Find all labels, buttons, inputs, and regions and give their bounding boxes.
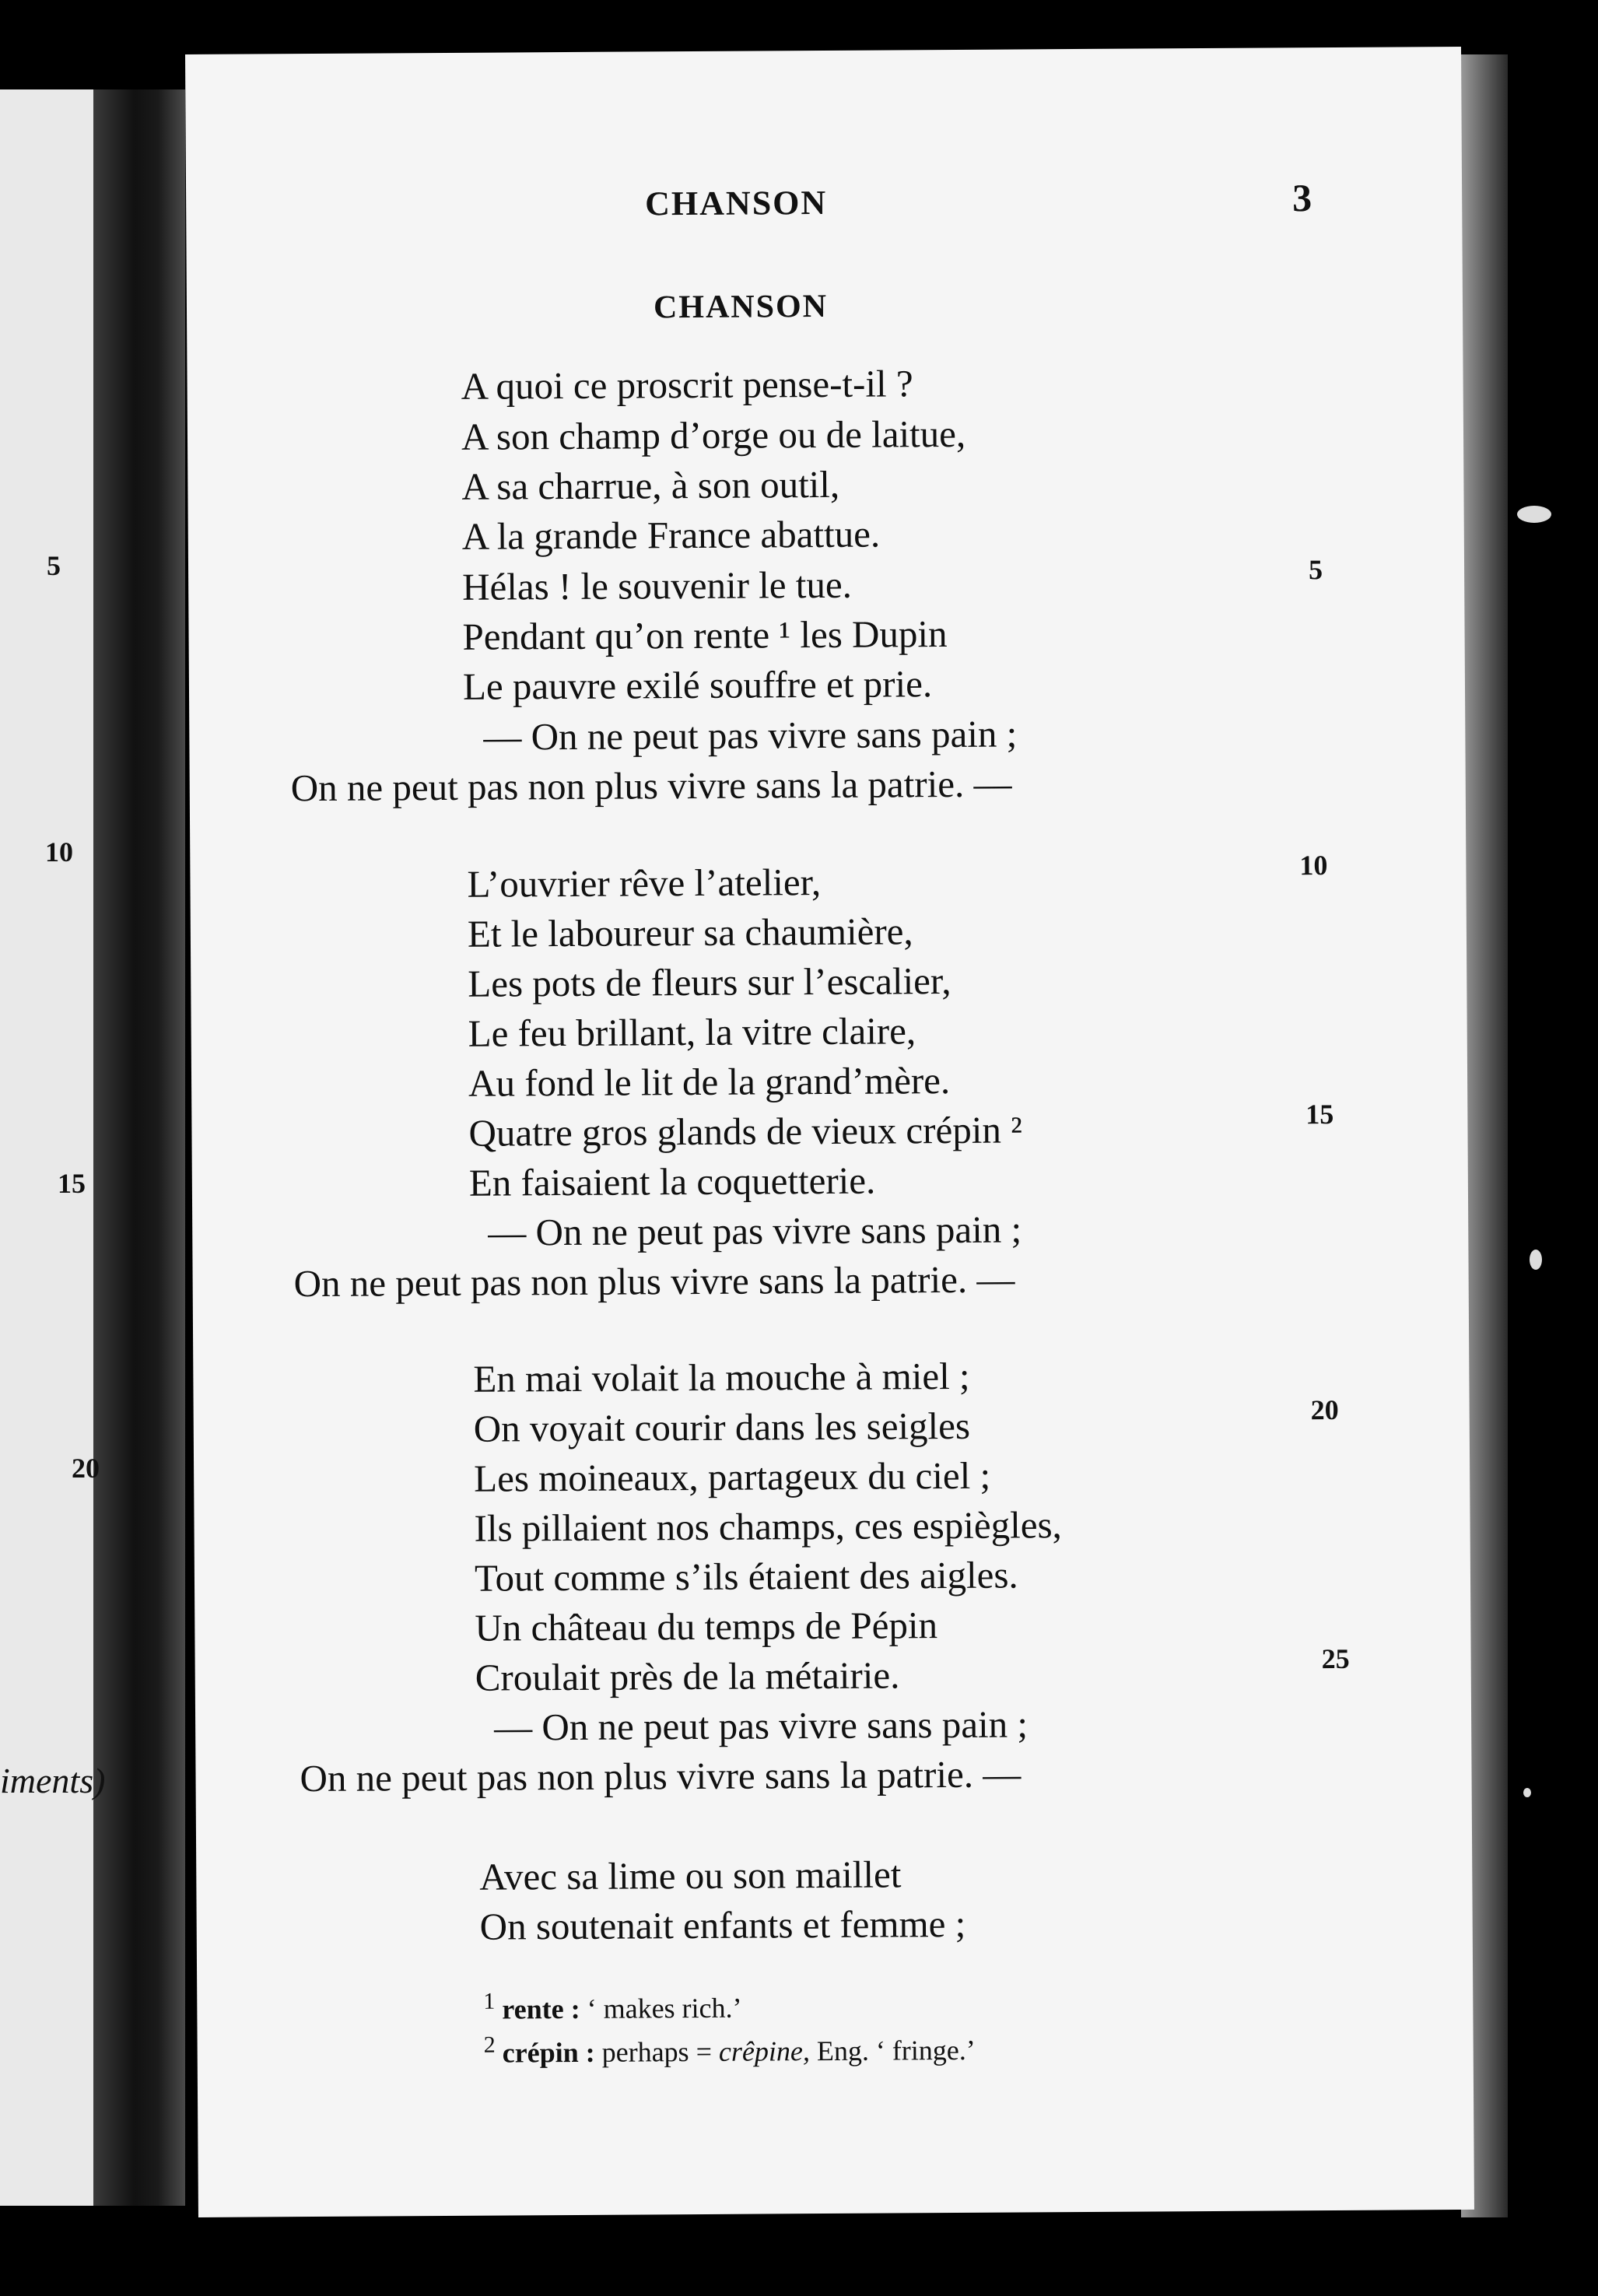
left-line-number: 10 (45, 836, 73, 868)
verse-line: On ne peut pas non plus vivre sans la patrie. — (300, 1752, 1022, 1800)
verse-line: On soutenait enfants et femme ; (479, 1902, 966, 1948)
footnote-gloss-suffix: Eng. ‘ fringe.’ (809, 2034, 976, 2067)
line-number: 25 (1321, 1642, 1350, 1675)
verse-line: — On ne peut pas vivre sans pain ; (488, 1208, 1022, 1254)
scan-speck (1530, 1250, 1542, 1270)
line-number: 5 (1308, 554, 1323, 586)
footnote (484, 2029, 976, 2070)
verse-line: Les moineaux, partageux du ciel ; (474, 1453, 991, 1500)
scan-speck (1523, 1788, 1531, 1797)
footnote-mark: 1 (483, 1988, 496, 2014)
verse-line: Un château du temps de Pépin (475, 1604, 938, 1649)
verse-line: Le pauvre exilé souffre et prie. (462, 662, 933, 708)
footnote-gloss-prefix: perhaps = (601, 2035, 720, 2068)
verse-line: Croulait près de la métairie. (475, 1653, 900, 1699)
book-page (185, 47, 1474, 2217)
footnote (483, 1987, 742, 2026)
footnote-mark: 2 (483, 2031, 496, 2058)
verse-line: Le feu brillant, la vitre claire, (468, 1009, 916, 1055)
line-number: 20 (1310, 1393, 1339, 1426)
verse-line: On ne peut pas non plus vivre sans la patrie. — (290, 762, 1012, 810)
line-number: 10 (1299, 850, 1328, 882)
left-line-number: 15 (58, 1168, 86, 1199)
verse-line: Ils pillaient nos champs, ces espiègles, (474, 1503, 1062, 1550)
page-number: 3 (1291, 176, 1314, 220)
verse-line: Au fond le lit de la grand’mère. (468, 1059, 951, 1105)
poem-title: CHANSON (653, 288, 829, 326)
verse-line: On ne peut pas non plus vivre sans la patrie. — (293, 1257, 1015, 1306)
verse-line: Avec sa lime ou son maillet (479, 1853, 902, 1898)
footnote-gloss: ‘ makes rich.’ (587, 1992, 742, 2024)
footnote-gloss-italic: crêpine, (718, 2035, 811, 2067)
book-gutter (93, 89, 185, 2206)
running-title: CHANSON (645, 183, 828, 223)
verse-line: A son champ d’orge ou de laitue, (461, 412, 966, 458)
left-line-number: 5 (47, 550, 61, 581)
verse-line: — On ne peut pas vivre sans pain ; (483, 712, 1018, 759)
scan-speck (1517, 506, 1551, 523)
verse-line: A quoi ce proscrit pense-t-il ? (461, 362, 913, 408)
left-line-number: 20 (72, 1453, 100, 1484)
line-number: 15 (1305, 1099, 1334, 1130)
verse-line: Hélas ! le souvenir le tue. (462, 563, 853, 608)
verse-line: Quatre gros glands de vieux crépin ² (468, 1108, 1023, 1155)
verse-line: Et le laboureur sa chaumière, (467, 910, 913, 955)
verse-line: Pendant qu’on rente ¹ les Dupin (462, 612, 948, 658)
verse-line: En mai volait la mouche à miel ; (473, 1354, 970, 1400)
verse-line: Tout comme s’ils étaient des aigles. (474, 1553, 1018, 1600)
left-page-fragment: iments) (0, 1761, 106, 1800)
footnote-term: rente : (502, 1993, 580, 2025)
verse-line: Les pots de fleurs sur l’escalier, (468, 959, 951, 1005)
footnote-term: crépin : (502, 2036, 595, 2069)
verse-line: On voyait courir dans les seigles (473, 1404, 971, 1450)
verse-line: A sa charrue, à son outil, (461, 462, 840, 508)
verse-line: L’ouvrier rêve l’atelier, (467, 861, 822, 906)
verse-line: En faisaient la coquetterie. (468, 1159, 876, 1204)
verse-line: A la grande France abattue. (461, 512, 881, 558)
verse-line: — On ne peut pas vivre sans pain ; (493, 1702, 1029, 1749)
